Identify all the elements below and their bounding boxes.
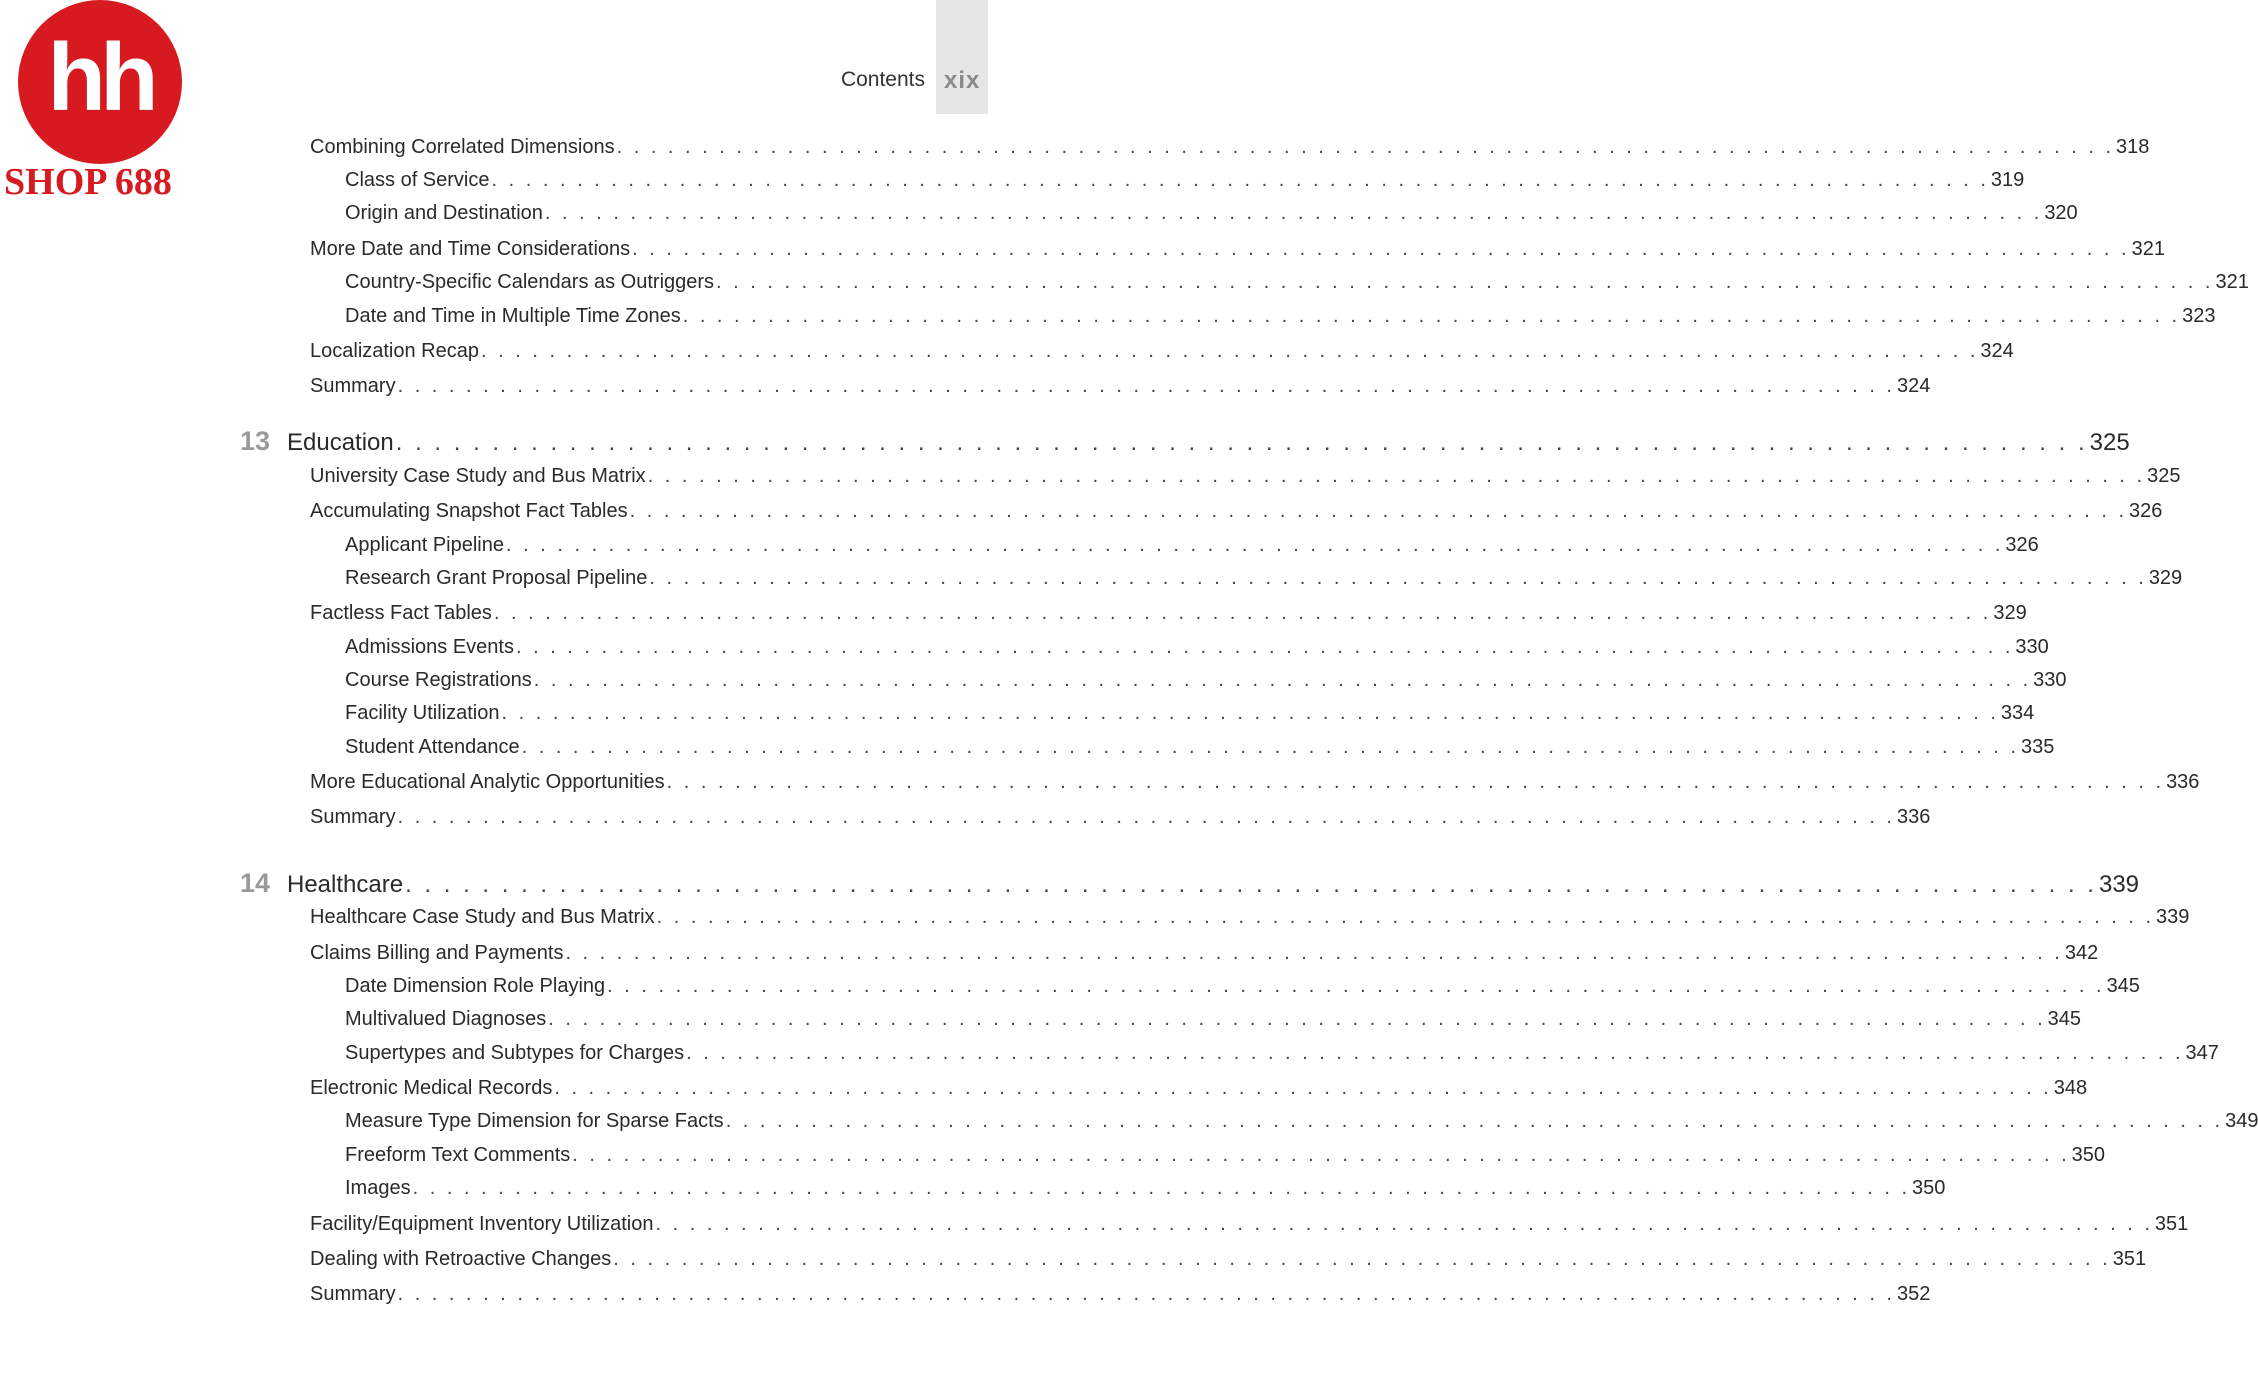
toc-entry [345, 202, 2078, 225]
toc-entry [310, 340, 2014, 363]
toc-entry [310, 500, 2163, 523]
toc-entry-page-number: 324 [1897, 375, 1931, 397]
dot-leader: . . . . . . . . . . . . . . . . . . . . . . . . . . . . . . . . . . . . . . . . . . . . . . . . . . . . . . . . . . . . . . . . . . . . . . . . . . . . . . . . . . . . . . . . [501, 702, 1999, 724]
toc-entry-title: Dealing with Retroactive Changes [310, 1248, 612, 1270]
toc-entry-page-number: 336 [1897, 806, 1931, 828]
toc-entry [310, 771, 2200, 794]
dot-leader: . . . . . . . . . . . . . . . . . . . . . . . . . . . . . . . . . . . . . . . . . . . . . . . . . . . . . . . . . . . . . . . . . . . . . . . . . . . . . . . . . . . . . . . . [521, 736, 2020, 758]
dot-leader: . . . . . . . . . . . . . . . . . . . . . . . . . . . . . . . . . . . . . . . . . . . . . . . . . . . . . . . . . . . . . . . . . . . . . . . . . . . . . . . . . . . . . . . . [632, 238, 2130, 260]
toc-entry-page-number: 352 [1897, 1283, 1931, 1305]
dot-leader: . . . . . . . . . . . . . . . . . . . . . . . . . . . . . . . . . . . . . . . . . . . . . . . . . . . . . . . . . . . . . . . . . . . . . . . . . . . . . . . . . . . . . . . . [397, 806, 1895, 828]
toc-entry-page-number: 325 [2089, 429, 2130, 456]
toc-entry [310, 1283, 1931, 1306]
dot-leader: . . . . . . . . . . . . . . . . . . . . . . . . . . . . . . . . . . . . . . . . . . . . . . . . . . . . . . . . . . . . . . . . . . . . . . . . . . . . . . . . . . . . . . . . [656, 906, 2155, 928]
dot-leader: . . . . . . . . . . . . . . . . . . . . . . . . . . . . . . . . . . . . . . . . . . . . . . . . . . . . . . . . . . . . . . . . . . . . . . . . . . . . . . . . . . . . . . . . [397, 375, 1895, 397]
toc-entry-title: Student Attendance [345, 736, 520, 758]
toc-entry-page-number: 323 [2182, 305, 2216, 327]
toc-entry [345, 305, 2216, 328]
dot-leader: . . . . . . . . . . . . . . . . . . . . . . . . . . . . . . . . . . . . . . . . . . . . . . . . . . . . . . . . . . . . . . . . . . . . . . . . . . . . . . . . . . . . . . . . [565, 942, 2063, 964]
toc-entry-page-number: 329 [1993, 602, 2027, 624]
toc-entry-title: Healthcare [287, 871, 404, 898]
dot-leader: . . . . . . . . . . . . . . . . . . . . . . . . . . . . . . . . . . . . . . . . . . . . . . . . . . . . . . . . . . . . . . . . . . . . . . . . . . . . . . . . . . . . . . . . [506, 534, 2004, 556]
toc-entry-page-number: 329 [2148, 567, 2183, 589]
toc-entry-title: Course Registrations [345, 669, 532, 691]
toc-entry-page-number: 351 [2112, 1248, 2147, 1270]
toc-entry-page-number: 319 [1990, 169, 2025, 191]
toc-entry-page-number: 318 [2116, 136, 2150, 158]
running-header-title: Contents [840, 68, 925, 91]
toc-entry-page-number: 321 [2215, 271, 2249, 293]
dot-leader: . . . . . . . . . . . . . . . . . . . . . . . . . . . . . . . . . . . . . . . . . . . . . . . . . . . . . . . . . . . . . . . . . . . . . . . . . . . . . . . . . . . . . . . . [493, 602, 1992, 624]
chapter-number: 13 [240, 426, 271, 456]
toc-entry-title: Claims Billing and Payments [310, 942, 564, 964]
dot-leader: . . . . . . . . . . . . . . . . . . . . . . . . . . . . . . . . . . . . . . . . . . . . . . . . . . . . . . . . . . . . . . . . . . . . . . . . . . . . . . . . . . . . . . . . [515, 636, 2014, 658]
dot-leader: . . . . . . . . . . . . . . . . . . . . . . . . . . . . . . . . . . . . . . . . . . . . . . . . . . . . . . . . . . . . . . . . . . . . . . . . . . . . . . . . . . . . . . . . [533, 669, 2032, 691]
toc-entry [310, 1077, 2088, 1100]
toc-entry-title: More Date and Time Considerations [310, 238, 631, 260]
dot-leader: . . . . . . . . . . . . . . . . . . . . . . . . . . . . . . . . . . . . . . . . . . . . . . . . . . . . . . . . . . . . . . . . . . . . . . . . . . . . . . . . . . . . . . . . [686, 1042, 2184, 1064]
dot-leader: . . . . . . . . . . . . . . . . . . . . . . . . . . . . . . . . . . . . . . . . . . . . . . . . . . . . . . . . . . . . . . . . . . . . . . . . . . . . . . . . . . . . . . . . [548, 1008, 2046, 1030]
toc-entry [345, 169, 2025, 192]
toc-entry-page-number: 339 [2098, 871, 2140, 898]
toc-entry [345, 1042, 2219, 1065]
toc-entry-title: Factless Fact Tables [310, 602, 492, 624]
toc-entry-title: Country-Specific Calendars as Outriggers [345, 271, 715, 293]
toc-entry-title: Healthcare Case Study and Bus Matrix [310, 906, 655, 928]
toc-chapter-entry [240, 868, 2140, 899]
toc-entry-title: Supertypes and Subtypes for Charges [345, 1042, 685, 1064]
toc-entry-title: Combining Correlated Dimensions [310, 136, 615, 158]
toc-entry-title: University Case Study and Bus Matrix [310, 465, 646, 487]
toc-entry-title: Facility/Equipment Inventory Utilization [310, 1213, 654, 1235]
dot-leader: . . . . . . . . . . . . . . . . . . . . . . . . . . . . . . . . . . . . . . . . . . . . . . . . . . . . . . . . . . . . . . . . . . . . . . . . . . . . . . . . . . . . . . . . [572, 1144, 2070, 1166]
toc-entry-page-number: 350 [1912, 1177, 1946, 1199]
dot-leader: . . . . . . . . . . . . . . . . . . . . . . . . . . . . . . . . . . . . . . . . . . . . . . . . . . . . . . . . . . . . . . . . . . . . . . . . . . . . . . . . . . . . . . . . [616, 136, 2115, 158]
toc-entry [345, 1144, 2106, 1167]
toc-entry-title: Class of Service [345, 169, 490, 191]
toc-entry-page-number: 330 [2033, 669, 2067, 691]
toc-entry-page-number: 325 [2147, 465, 2181, 487]
toc-entry-title: Localization Recap [310, 340, 479, 362]
toc-entry-page-number: 320 [2044, 202, 2078, 224]
toc-entry-title: Electronic Medical Records [310, 1077, 553, 1099]
toc-entry-page-number: 345 [2047, 1008, 2082, 1030]
toc-entry [310, 602, 2027, 625]
toc-entry [310, 1213, 2189, 1236]
toc-entry [345, 702, 2035, 725]
toc-entry [345, 1110, 2258, 1133]
toc-entry [345, 975, 2140, 998]
toc-entry-page-number: 348 [2053, 1077, 2088, 1099]
toc-entry [345, 669, 2067, 692]
toc-chapter-entry [240, 426, 2130, 457]
dot-leader: . . . . . . . . . . . . . . . . . . . . . . . . . . . . . . . . . . . . . . . . . . . . . . . . . . . . . . . . . . . . . . . . . . . . . . . . . . . . . . . . . . . . . . . . [491, 169, 1989, 191]
toc-entry [310, 238, 2165, 261]
toc-entry-page-number: 339 [2156, 906, 2190, 928]
toc-entry-title: Date Dimension Role Playing [345, 975, 606, 997]
logo-mark: hh [47, 24, 153, 131]
dot-leader: . . . . . . . . . . . . . . . . . . . . . . . . . . . . . . . . . . . . . . . . . . . . . . . . . . . . . . . . . . . . . . . . . . . . . . . . . . . . . . . . . . . . . . . . [666, 771, 2165, 793]
logo-badge [18, 0, 182, 164]
toc-entry [310, 806, 1931, 829]
running-header-page-number: xix [944, 67, 981, 94]
dot-leader: . . . . . . . . . . . . . . . . . . . . . . . . . . . . . . . . . . . . . . . . . . . . . . . . . . . . . . . . . . . . . . . . . . . . . . . . . . . . . . . . . . . . . . . . [554, 1077, 2052, 1099]
toc-entry-page-number: 321 [2131, 238, 2165, 260]
toc-entry-title: Summary [310, 375, 396, 397]
toc-entry-page-number: 350 [2071, 1144, 2106, 1166]
dot-leader: . . . . . . . . . . . . . . . . . . . . . . . . . . . . . . . . . . . . . . . . . . . . . . . . . . . . . . . . . . . . . . . . . . . . . . . . . . . . . . . . . . . . . . . . [481, 340, 1979, 362]
toc-entry-page-number: 336 [2166, 771, 2200, 793]
dot-leader: . . . . . . . . . . . . . . . . . . . . . . . . . . . . . . . . . . . . . . . . . . . . . . . . . . . . . . . . . . . . . . . . . . . . . . . . . . . . . . . . . . . . . . . . [716, 271, 2214, 293]
toc-entry-page-number: 335 [2021, 736, 2055, 758]
toc-entry [310, 375, 1931, 398]
toc-entry [310, 906, 2190, 929]
toc-entry-title: Multivalued Diagnoses [345, 1008, 547, 1030]
toc-entry [310, 465, 2181, 488]
dot-leader: . . . . . . . . . . . . . . . . . . . . . . . . . . . . . . . . . . . . . . . . . . . . . . . . . . . . . . . . . . . . . . . . . . . . . . . . . . . . . . . . . . . . . . . . [682, 305, 2181, 327]
toc-entry [310, 942, 2099, 965]
toc-entry-title: Accumulating Snapshot Fact Tables [310, 500, 628, 522]
dot-leader: . . . . . . . . . . . . . . . . . . . . . . . . . . . . . . . . . . . . . . . . . . . . . . . . . . . . . . . . . . . . . . . . . . . . . . . . . . . . . . . . . . . . . . . . [607, 975, 2105, 997]
toc-entry [345, 534, 2039, 557]
toc-entry-title: Admissions Events [345, 636, 514, 658]
dot-leader: . . . . . . . . . . . . . . . . . . . . . . . . . . . . . . . . . . . . . . . . . . . . . . . . . . . . . . . . . . . . . . . . . . . . . . . . . . . . . . . . . . . . . . . . [412, 1177, 1911, 1199]
chapter-number: 14 [240, 868, 271, 898]
toc-entry-page-number: 342 [2064, 942, 2099, 964]
toc-entry-title: Summary [310, 1283, 396, 1305]
toc-entry [345, 1177, 1946, 1200]
toc-entry-page-number: 345 [2106, 975, 2140, 997]
toc-entry [345, 636, 2049, 659]
toc-entry-title: Date and Time in Multiple Time Zones [345, 305, 681, 327]
toc-entry-page-number: 349 [2225, 1110, 2258, 1132]
toc-entry-title: Education [287, 429, 394, 456]
toc-entry-page-number: 351 [2154, 1213, 2189, 1235]
toc-entry-title: Images [345, 1177, 411, 1199]
toc-entry [345, 736, 2055, 759]
watermark-shop-text: SHOP 688 [4, 161, 172, 203]
toc-entry-title: Facility Utilization [345, 702, 500, 724]
toc-entry [310, 1248, 2147, 1271]
toc-entry-page-number: 347 [2185, 1042, 2219, 1064]
dot-leader: . . . . . . . . . . . . . . . . . . . . . . . . . . . . . . . . . . . . . . . . . . . . . . . . . . . . . . . . . . . . . . . . . . . . . . . . . . . . . . . . . . . . . . . . [647, 465, 2146, 487]
toc-entry-page-number: 334 [2000, 702, 2035, 724]
dot-leader: . . . . . . . . . . . . . . . . . . . . . . . . . . . . . . . . . . . . . . . . . . . . . . . . . . . . . . . . . . . . . . . . . . . . . . . . . . . . . . . . . . . . . . . . [655, 1213, 2153, 1235]
toc-entry-page-number: 326 [2129, 500, 2163, 522]
toc-entry [345, 271, 2249, 294]
toc-entry-title: More Educational Analytic Opportunities [310, 771, 665, 793]
header-tab-strip [936, 0, 988, 114]
toc-entry-page-number: 326 [2005, 534, 2039, 556]
toc-entry [345, 567, 2183, 590]
toc-entry-title: Research Grant Proposal Pipeline [345, 567, 648, 589]
toc-entry-title: Measure Type Dimension for Sparse Facts [345, 1110, 724, 1132]
dot-leader: . . . . . . . . . . . . . . . . . . . . . . . . . . . . . . . . . . . . . . . . . . . . . . . . . . . . . . . . . . . . . . . . . . . . . . . . . . . . . . . . . . . . . . . . [405, 871, 2097, 898]
dot-leader: . . . . . . . . . . . . . . . . . . . . . . . . . . . . . . . . . . . . . . . . . . . . . . . . . . . . . . . . . . . . . . . . . . . . . . . . . . . . . . . . . . . . . . . . [613, 1248, 2111, 1270]
toc-entry [310, 136, 2150, 159]
toc-entry-title: Freeform Text Comments [345, 1144, 571, 1166]
toc-entry-title: Applicant Pipeline [345, 534, 504, 556]
toc-entry-page-number: 330 [2015, 636, 2049, 658]
dot-leader: . . . . . . . . . . . . . . . . . . . . . . . . . . . . . . . . . . . . . . . . . . . . . . . . . . . . . . . . . . . . . . . . . . . . . . . . . . . . . . . . . . . . . . . . [629, 500, 2128, 522]
dot-leader: . . . . . . . . . . . . . . . . . . . . . . . . . . . . . . . . . . . . . . . . . . . . . . . . . . . . . . . . . . . . . . . . . . . . . . . . . . . . . . . . . . . . . . . . [395, 429, 2088, 456]
dot-leader: . . . . . . . . . . . . . . . . . . . . . . . . . . . . . . . . . . . . . . . . . . . . . . . . . . . . . . . . . . . . . . . . . . . . . . . . . . . . . . . . . . . . . . . . [725, 1110, 2224, 1132]
dot-leader: . . . . . . . . . . . . . . . . . . . . . . . . . . . . . . . . . . . . . . . . . . . . . . . . . . . . . . . . . . . . . . . . . . . . . . . . . . . . . . . . . . . . . . . . [649, 567, 2147, 589]
dot-leader: . . . . . . . . . . . . . . . . . . . . . . . . . . . . . . . . . . . . . . . . . . . . . . . . . . . . . . . . . . . . . . . . . . . . . . . . . . . . . . . . . . . . . . . . [397, 1283, 1895, 1305]
dot-leader: . . . . . . . . . . . . . . . . . . . . . . . . . . . . . . . . . . . . . . . . . . . . . . . . . . . . . . . . . . . . . . . . . . . . . . . . . . . . . . . . . . . . . . . . [544, 202, 2043, 224]
toc-entry-title: Summary [310, 806, 396, 828]
toc-entry [345, 1008, 2082, 1031]
toc-entry-title: Origin and Destination [345, 202, 543, 224]
toc-entry-page-number: 324 [1980, 340, 2014, 362]
